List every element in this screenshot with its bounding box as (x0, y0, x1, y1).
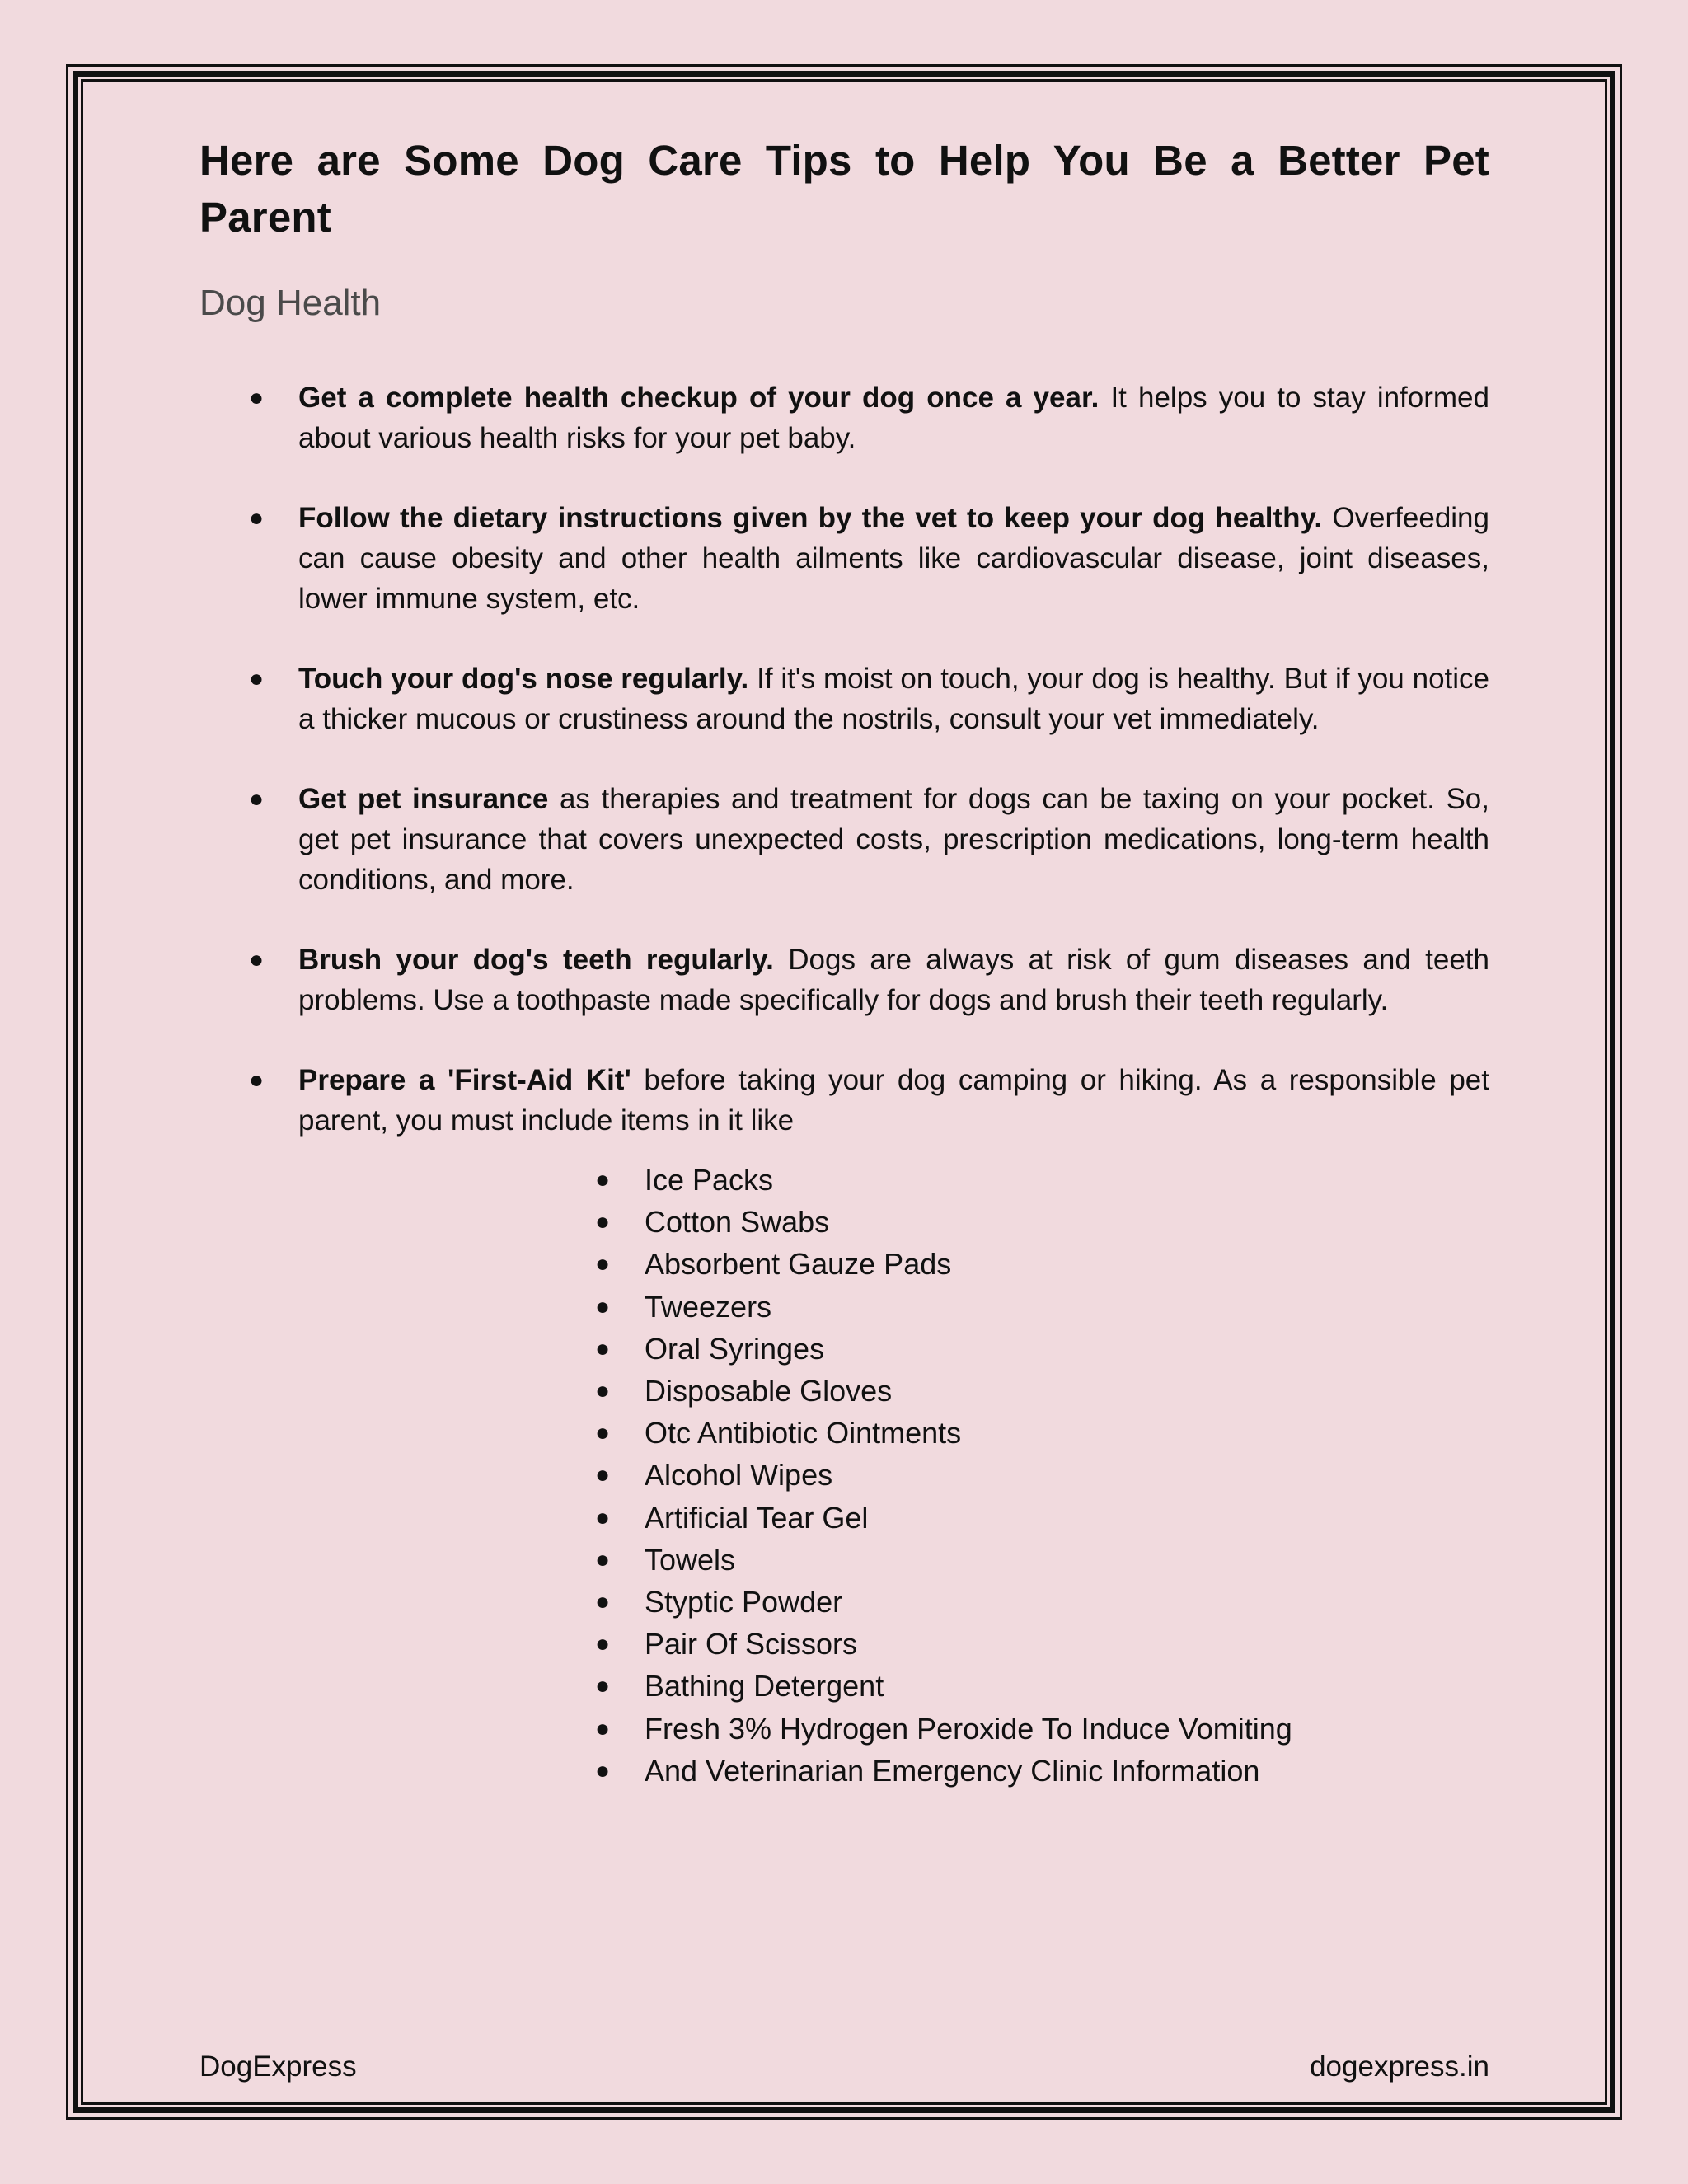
bullet-icon: ● (595, 1672, 611, 1700)
list-item: ● Oral Syringes (595, 1328, 1489, 1370)
bullet-icon: ● (249, 785, 265, 813)
bullet-icon: ● (595, 1419, 611, 1447)
list-item: ● Disposable Gloves (595, 1370, 1489, 1412)
tip-bold-text: Get pet insurance (298, 783, 549, 815)
footer-brand: DogExpress (199, 2050, 357, 2083)
tip-text: It helps you to stay informed about various health risks for your pet baby. (298, 382, 1489, 454)
list-item: ● Otc Antibiotic Ointments (595, 1412, 1489, 1454)
tip-bold-text: Prepare a 'First-Aid Kit' (298, 1064, 631, 1096)
bullet-icon: ● (595, 1250, 611, 1278)
tip-text: Dogs are always at risk of gum diseases and teeth problems. Use a toothpaste made specifically for dogs and brush their teeth regularly. (298, 944, 1489, 1016)
first-aid-kit-list (595, 1159, 1489, 1792)
list-item: ● Towels (595, 1539, 1489, 1581)
bullet-icon: ● (249, 504, 265, 532)
bullet-icon: ● (595, 1756, 611, 1784)
bullet-icon: ● (595, 1503, 611, 1531)
bullet-icon: ● (595, 1377, 611, 1405)
tip-item (199, 1060, 1489, 1792)
bullet-icon: ● (595, 1714, 611, 1742)
tip-bold-text: Follow the dietary instructions given by the vet to keep your dog healthy. (298, 502, 1323, 534)
tip-item (199, 377, 1489, 458)
page-title: Here are Some Dog Care Tips to Help You Be a Better Pet Parent (199, 137, 1489, 241)
list-item: ● Tweezers (595, 1286, 1489, 1328)
bullet-icon: ● (249, 384, 265, 411)
tip-text: as therapies and treatment for dogs can be taxing on your pocket. So, get pet insurance that covers unexpected costs, prescription medications, long-term health conditions, and more. (298, 783, 1489, 896)
list-item: ● Styptic Powder (595, 1581, 1489, 1623)
bullet-icon: ● (249, 665, 265, 692)
footer-website: dogexpress.in (1310, 2050, 1489, 2083)
tip-bold-text: Get a complete health checkup of your dog once a year. (298, 382, 1100, 414)
list-item: ● Fresh 3% Hydrogen Peroxide To Induce Vomiting (595, 1708, 1489, 1750)
list-item: ● And Veterinarian Emergency Clinic Information (595, 1750, 1489, 1792)
tip-item (199, 498, 1489, 619)
list-item: ● Pair Of Scissors (595, 1623, 1489, 1665)
tip-item (199, 658, 1489, 739)
bullet-icon: ● (249, 1066, 265, 1094)
list-item: ● Bathing Detergent (595, 1665, 1489, 1707)
list-item: ● Artificial Tear Gel (595, 1497, 1489, 1539)
bullet-icon: ● (595, 1630, 611, 1658)
tips-list (199, 377, 1489, 1792)
tip-text: Overfeeding can cause obesity and other health ailments like cardiovascular disease, joint diseases, lower immune system, etc. (298, 502, 1489, 615)
tip-text: before taking your dog camping or hiking. As a responsible pet parent, you must include items in it like (298, 1064, 1489, 1137)
tip-bold-text: Touch your dog's nose regularly. (298, 663, 749, 695)
list-item: ● Absorbent Gauze Pads (595, 1243, 1489, 1285)
section-heading-dog-health: Dog Health (199, 283, 382, 323)
bullet-icon: ● (595, 1208, 611, 1236)
list-item: ● Ice Packs (595, 1159, 1489, 1201)
bullet-icon: ● (595, 1292, 611, 1320)
list-item: ● Alcohol Wipes (595, 1454, 1489, 1496)
bullet-icon: ● (595, 1588, 611, 1616)
document-body (199, 132, 1489, 1831)
bullet-icon: ● (595, 1461, 611, 1489)
bullet-icon: ● (595, 1166, 611, 1193)
bullet-icon: ● (595, 1545, 611, 1573)
bullet-icon: ● (595, 1334, 611, 1362)
tip-item (199, 940, 1489, 1020)
list-item: ● Cotton Swabs (595, 1201, 1489, 1243)
tip-item (199, 779, 1489, 900)
bullet-icon: ● (249, 946, 265, 973)
tip-text: If it's moist on touch, your dog is healthy. But if you notice a thicker mucous or crustiness around the nostrils, consult your vet immediately. (298, 663, 1490, 735)
tip-bold-text: Brush your dog's teeth regularly. (298, 944, 774, 976)
